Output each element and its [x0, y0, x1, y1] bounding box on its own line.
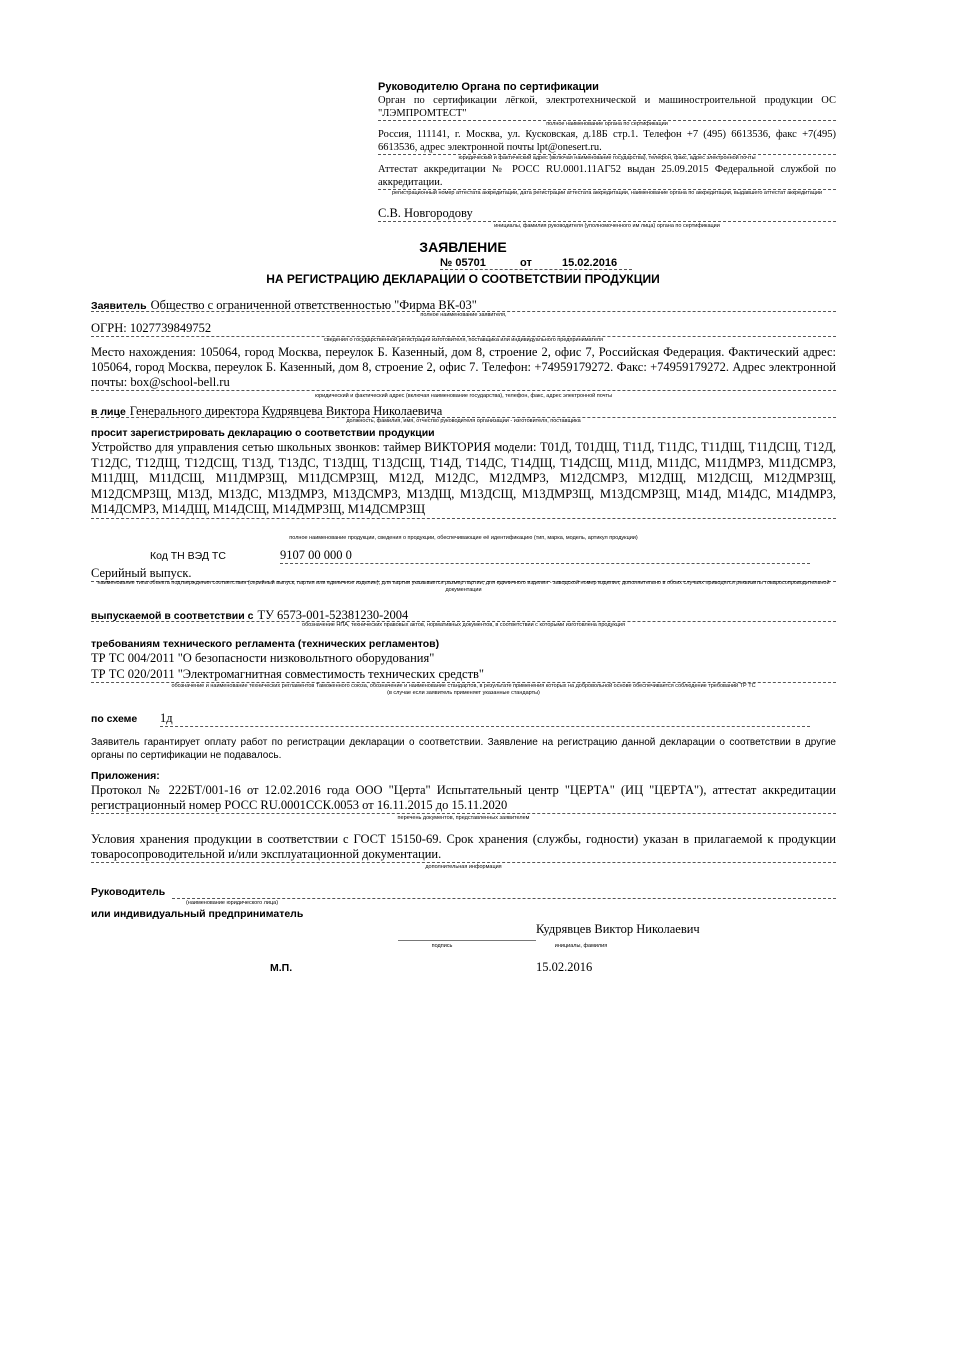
date-label: от [520, 257, 532, 269]
head-caption: (наименование юридического лица) [185, 900, 279, 906]
batch-type-caption: наименование типа объекта подтверждения соответствия (серийный выпуск, партия или единичное изделие), для партии указывается размер партии, для единичного изделия - заводской номер изделия, дополнительно в обоих случаях приводятся реквизиты товаросопроводительной документации [97, 580, 830, 593]
tn-ved-label: Код ТН ВЭД ТС [150, 550, 226, 562]
scheme-value: 1д [160, 711, 810, 727]
applicant-representative: Генерального директора Кудрявцева Виктора Николаевича [129, 404, 443, 418]
regulations-caption: обозначение и наименование технических регламентов Таможенного союза, обозначение и наименование стандартов, в результате применения которых на добровольной основе обеспечивается соблюдение требований ТР ТС [171, 683, 756, 689]
applicant-name-caption: полное наименование заявителя, [420, 312, 507, 318]
signer-name: Кудрявцев Виктор Николаевич [536, 922, 700, 936]
document-title: ЗАЯВЛЕНИЕ [419, 239, 507, 255]
organ-head-name-caption: инициалы, фамилия руководителя (уполномоченного им лица) органа по сертификации [494, 223, 720, 229]
representative-label: в лице [91, 406, 126, 418]
organ-accreditation-caption: регистрационный номер аттестата аккредитации, дата регистрации аттестата аккредитации, наименование органа по аккредитации, выдавшего аттестат аккредитации [391, 190, 823, 196]
request-label: просит зарегистрировать декларацию о соответствии продукции [91, 427, 435, 439]
produced-caption: обозначение НПА, технических правовых актов, нормативных документов, в соответствии с которыми изготовлена продукция [302, 622, 625, 628]
application-number: 05701 [455, 257, 486, 269]
organ-accreditation: Аттестат аккредитации № РОСС RU.0001.11АГ52 выдан 25.09.2015 Федеральной службой по аккредитации. [378, 164, 836, 188]
regulation-line-2: ТР ТС 020/2011 "Электромагнитная совместимость технических средств" [91, 667, 836, 683]
product-description: Устройство для управления сетью школьных звонков: таймер ВИКТОРИЯ модели: Т01Д, Т01ДЩ, Т11Д, Т11ДС, Т11ДЩ, Т11ДСЩ, Т12Д, Т12ДС, Т12ДЩ, Т12ДСЩ, Т13Д, Т13ДС, Т13ДЩ, Т13ДСЩ, Т14Д, Т14ДС, Т14ДЩ, Т14ДСЩ, М11Д, М11ДС, М11ДМР3, М11ДСМР3, М11ДЩ, М11ДСЩ, М11ДМР3Щ, М11ДСМР3Щ, М12Д, М12ДС, М12ДМР3, М12ДСМР3, М12ДЩ, М12ДСЩ, М12ДМР3Щ, М12ДСМР3Щ, М13Д, М13ДС, М13ДМР3, М13ДСМР3, М13ДЩ, М13ДСЩ, М13ДМР3Щ, М13ДСМР3Щ, М14Д, М14ДС, М14ДМР3, М14ДСМР3, М14ДЩ, М14ДСЩ, М14ДМР3Щ, М14ДСМР3Щ [91, 440, 836, 519]
initials-caption: инициалы, фамилия [554, 943, 608, 949]
produced-according-row [91, 606, 836, 622]
applicant-representative-row [91, 402, 836, 418]
produced-label: выпускаемой в соответствии с [91, 610, 254, 622]
attachments-text: Протокол № 222БТ/001-16 от 12.02.2016 года ООО "Церта" Испытательный центр "ЦЕРТА" (ИЦ "ЦЕРТА"), аттестат аккредитации регистрационный номер РОСС RU.0001ССК.0053 от 16.11.2015 до 15.11.2020 [91, 783, 836, 812]
application-date: 15.02.2016 [562, 257, 618, 269]
attachments-caption: перечень документов, представленных заявителем [397, 815, 530, 821]
applicant-ogrn: ОГРН: 1027739849752 [91, 321, 836, 337]
document-subtitle: НА РЕГИСТРАЦИЮ ДЕКЛАРАЦИИ О СООТВЕТСТВИИ ПРОДУКЦИИ [266, 272, 660, 286]
organ-name-caption: полное наименование органа по сертификации [546, 121, 668, 127]
applicant-address: Место нахождения: 105064, город Москва, переулок Б. Казенный, дом 8, строение 2, офис 7, Российская Федерация. Фактический адрес: 105064, город Москва, переулок Б. Казенный, дом 8, строение 2, офис 7. Телефон: +74959179272. Факс: +74959179272. Адрес электронной почты: box@school-bell.ru [91, 345, 836, 389]
attachments-label: Приложения: [91, 770, 160, 782]
signature-caption: подпись [431, 943, 453, 949]
addressee-heading: Руководителю Органа по сертификации [378, 81, 599, 93]
representative-caption: должность, фамилия, имя, отчество руководителя организации - изготовителя, поставщика [346, 418, 581, 424]
certification-organ-name: Орган по сертификации лёгкой, электротехнической и машиностроительной продукции ОС "ЛЭМПРОМТЕСТ" [378, 95, 836, 119]
regulations-caption-2: (в случае если заявитель применяет указанные стандарты) [387, 690, 540, 696]
organ-head-name: С.В. Новгородову [378, 206, 836, 222]
stamp-place: М.П. [270, 962, 293, 974]
regulations-label: требованиям технического регламента (технических регламентов) [91, 638, 440, 650]
scheme-label: по схеме [91, 713, 138, 725]
organ-address-caption: юридический и фактический адрес (включая наименование государства), телефон, факс, адрес электронной почты [458, 155, 756, 161]
batch-type: Серийный выпуск. [91, 566, 836, 582]
produced-standard: ТУ 6573-001-52381230-2004 [257, 608, 409, 622]
payment-guarantee: Заявитель гарантирует оплату работ по регистрации декларации о соответствии. Заявление на регистрацию данной декларации о соответствии в другие органы по сертификации не подавалось. [91, 737, 836, 761]
regulation-line-1: ТР ТС 004/2011 "О безопасности низковольтного оборудования" [91, 651, 435, 665]
tn-ved-code: 9107 00 000 0 [280, 548, 810, 564]
applicant-address-caption: юридический и фактический адрес (включая наименование государства), телефон, факс, адрес электронной почты [314, 393, 613, 399]
product-description-caption: полное наименование продукции, сведения о продукции, обеспечивающие её идентификацию (тип, марка, модель, артикул продукции) [289, 535, 638, 541]
head-label: Руководитель [91, 886, 166, 898]
signature-line [398, 940, 536, 941]
entrepreneur-label: или индивидуальный предприниматель [91, 908, 304, 920]
number-label: № [440, 257, 453, 269]
signature-date: 15.02.2016 [536, 960, 593, 974]
additional-information-caption: дополнительная информация [425, 864, 502, 870]
applicant-label: Заявитель [91, 300, 147, 312]
head-underline [172, 898, 836, 899]
applicant-row [91, 296, 836, 312]
applicant-ogrn-caption: сведения о государственной регистрации изготовителя, поставщика или индивидуального предпринимателя [324, 337, 603, 343]
organ-address: Россия, 111141, г. Москва, ул. Кусковская, д.18Б стр.1. Телефон +7 (495) 6613536, факс +7(495) 6613536, адрес электронной почты lpt@onesert.ru. [378, 129, 836, 153]
additional-information: Условия хранения продукции в соответствии с ГОСТ 15150-69. Срок хранения (службы, годности) указан в прилагаемой к продукции товаросопроводительной и/или эксплуатационной документации. [91, 832, 836, 861]
applicant-name: Общество с ограниченной ответственностью "Фирма ВК-03" [150, 298, 477, 312]
number-date-underline [440, 269, 632, 270]
